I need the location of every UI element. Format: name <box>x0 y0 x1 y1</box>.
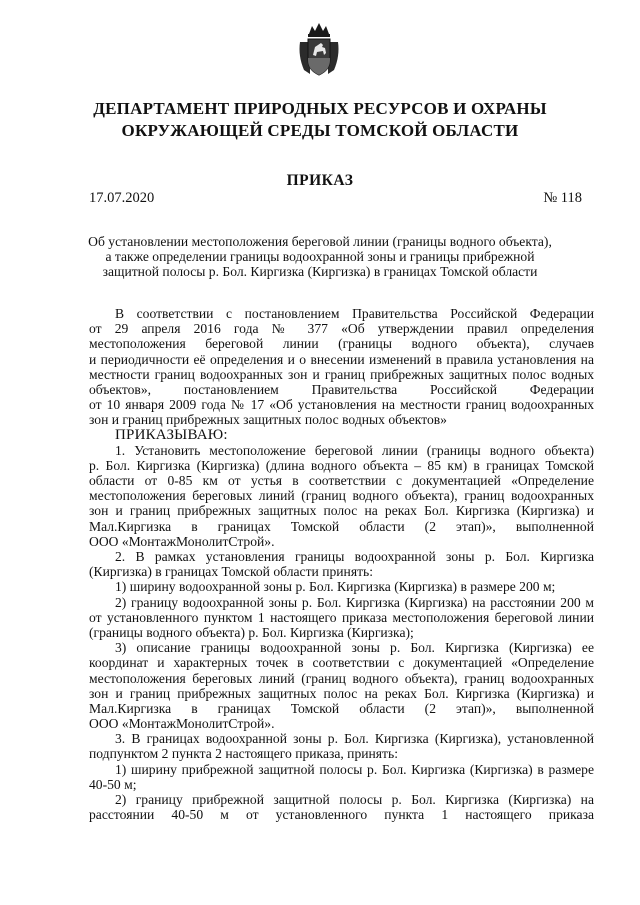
body-line: (Киргизка) в границах Томской области принять: <box>89 564 373 580</box>
department-line: ОКРУЖАЮЩЕЙ СРЕДЫ ТОМСКОЙ ОБЛАСТИ <box>121 121 519 140</box>
body-line: от установленного пунктом 1 настоящего приказа местоположения береговой линии <box>89 609 594 625</box>
body-line: зон и границ прибрежных защитных полос на реках Бол. Киргизка (Киргизка) и <box>89 685 594 701</box>
body-line: 1) ширину прибрежной защитной полосы р. Бол. Киргизка (Киргизка) в размере <box>115 761 594 777</box>
subject-line: защитной полосы р. Бол. Киргизка (Киргизка) в границах Томской области <box>102 264 538 280</box>
department-name <box>60 98 580 142</box>
document-number: № 118 <box>543 190 582 206</box>
body-line: ООО «МонтажМонолитСтрой». <box>89 716 275 732</box>
body-line: Мал.Киргизка в границах Томской области (2 этап)», выполненной <box>89 700 594 716</box>
body-line: координат и характерных точек в соответствии с документацией «Определение <box>89 655 594 671</box>
body-line: объектов», постановлением Правительства Российской Федерации <box>89 381 594 397</box>
body-line: 2) границу водоохранной зоны р. Бол. Киргизка (Киргизка) на расстоянии 200 м <box>115 594 594 610</box>
body-line: местности границ водоохранных зон и границ прибрежных защитных полос водных <box>89 366 594 382</box>
body-line: 2. В рамках установления границы водоохранной зоны р. Бол. Киргизка <box>115 549 594 564</box>
body-line: области от 0-85 км от устья в соответствии с документацией «Определение <box>89 473 594 489</box>
body-line: подпунктом 2 пункта 2 настоящего приказа, принять: <box>89 746 398 762</box>
coat-of-arms-icon <box>296 20 342 78</box>
body-line: 1. Установить местоположение береговой линии (границы водного объекта) <box>115 442 594 458</box>
body-line: 3. В границах водоохранной зоны р. Бол. Киргизка (Киргизка), установленной <box>115 731 594 747</box>
body-line: 40-50 м; <box>89 776 137 792</box>
body-line: местоположения береговых линий (границ водного объекта), границ водоохранных <box>89 488 594 504</box>
document-type: ПРИКАЗ <box>286 172 354 189</box>
body-line: 2) границу прибрежной защитной полосы р. Бол. Киргизка (Киргизка) на <box>115 792 594 807</box>
body-line: местоположения береговой линии (границы водного объекта), случаев <box>89 336 594 352</box>
body-line: р. Бол. Киргизка (Киргизка) (длина водного объекта – 85 км) в границах Томской <box>89 457 594 473</box>
body-line: (границы водного объекта) р. Бол. Киргизка (Киргизка); <box>89 624 414 640</box>
body-line: 1) ширину водоохранной зоны р. Бол. Киргизка (Киргизка) в размере 200 м; <box>115 579 556 595</box>
body-line: зон и границ прибрежных защитных полос на реках Бол. Киргизка (Киргизка) и <box>89 503 594 519</box>
body-line: зон и границ прибрежных защитных полос водных объектов» <box>89 412 447 428</box>
body-line: от 10 января 2009 года № 17 «Об установления на местности границ водоохранных <box>89 397 594 413</box>
body-line: и периодичности её определения и о внесении изменений в правила установления на <box>89 351 594 367</box>
body-line: Мал.Киргизка в границах Томской области (2 этап)», выполненной <box>89 518 594 534</box>
subject-line: а также определении границы водоохранной зоны и границы прибрежной <box>105 249 535 265</box>
body-line: расстоянии 40-50 м от установленного пункта 1 настоящего приказа <box>89 807 594 823</box>
body-line: 3) описание границы водоохранной зоны р. Бол. Киргизка (Киргизка) ее <box>115 640 594 656</box>
department-line: ДЕПАРТАМЕНТ ПРИРОДНЫХ РЕСУРСОВ И ОХРАНЫ <box>93 99 547 118</box>
body-line: от 29 апреля 2016 года № 377 «Об утверждении правил определения <box>89 321 594 337</box>
document-subject <box>80 234 560 280</box>
document-date: 17.07.2020 <box>89 190 155 206</box>
order-heading: ПРИКАЗЫВАЮ: <box>115 427 228 443</box>
body-line: ООО «МонтажМонолитСтрой». <box>89 533 275 549</box>
document-body <box>89 306 594 822</box>
subject-line: Об установлении местоположения береговой линии (границы водного объекта), <box>88 234 552 249</box>
body-line: местоположения береговых линий (границ водного объекта), границ водоохранных <box>89 670 594 686</box>
body-line: В соответствии с постановлением Правительства Российской Федерации <box>115 306 594 321</box>
